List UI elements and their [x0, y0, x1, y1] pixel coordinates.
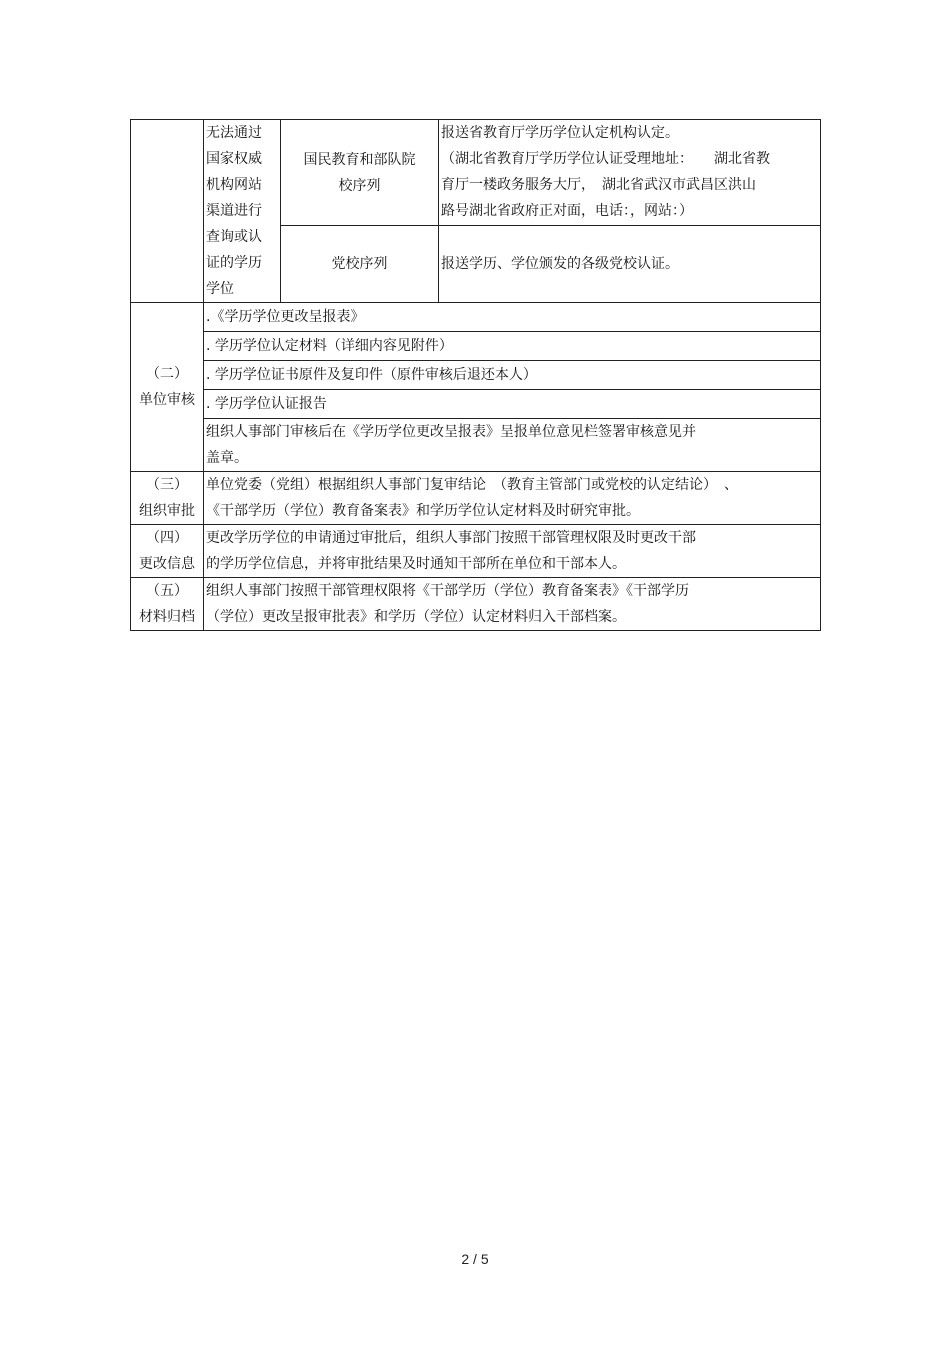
description-cell: 报送省教育厅学历学位认定机构认定。 （湖北省教育厅学历学位认证受理地址： 湖北省教 育厅一楼政务服务大厅， 湖北省武汉市武昌区洪山 路号湖北省政府正对面，电话：，网站：） — [439, 120, 821, 226]
list-item: .《学历学位更改呈报表》 — [204, 303, 821, 332]
category-label: 无法通过 国家权威 机构网站 渠道进行 查询或认 证的学历 学位 — [204, 120, 281, 303]
table-row — [131, 390, 821, 419]
empty-left-cell — [131, 120, 204, 303]
table-row — [131, 332, 821, 361]
list-item: . 学历学位认定材料（详细内容见附件） — [204, 332, 821, 361]
table-row — [131, 361, 821, 390]
table-row — [131, 578, 821, 631]
section-label: （五） 材料归档 — [131, 578, 204, 631]
list-item: . 学历学位证书原件及复印件（原件审核后退还本人） — [204, 361, 821, 390]
procedure-table — [130, 119, 821, 631]
list-item: 组织人事部门审核后在《学历学位更改呈报表》呈报单位意见栏签署审核意见并 盖章。 — [204, 419, 821, 472]
section-label: （三） 组织审批 — [131, 472, 204, 525]
section-text: 单位党委（党组）根据组织人事部门复审结论 （教育主管部门或党校的认定结论） 、 《干部学历（学位）教育备案表》和学历学位认定材料及时研究审批。 — [204, 472, 821, 525]
list-item: . 学历学位认证报告 — [204, 390, 821, 419]
table-row — [131, 525, 821, 578]
table-row — [131, 419, 821, 472]
section-label: （四） 更改信息 — [131, 525, 204, 578]
page-number: 2 / 5 — [461, 1251, 489, 1267]
section-text: 更改学历学位的申请通过审批后，组织人事部门按照干部管理权限及时更改干部 的学历学位信息，并将审批结果及时通知干部所在单位和干部本人。 — [204, 525, 821, 578]
table-row — [131, 472, 821, 525]
table-row — [131, 303, 821, 332]
sequence-label: 党校序列 — [281, 226, 439, 303]
table-row — [131, 120, 821, 226]
section-text: 组织人事部门按照干部管理权限将《干部学历（学位）教育备案表》《干部学历 （学位）更改呈报审批表》和学历（学位）认定材料归入干部档案。 — [204, 578, 821, 631]
section-label: （二） 单位审核 — [131, 303, 204, 472]
description-cell: 报送学历、学位颁发的各级党校认证。 — [439, 226, 821, 303]
sequence-label: 国民教育和部队院 校序列 — [281, 120, 439, 226]
